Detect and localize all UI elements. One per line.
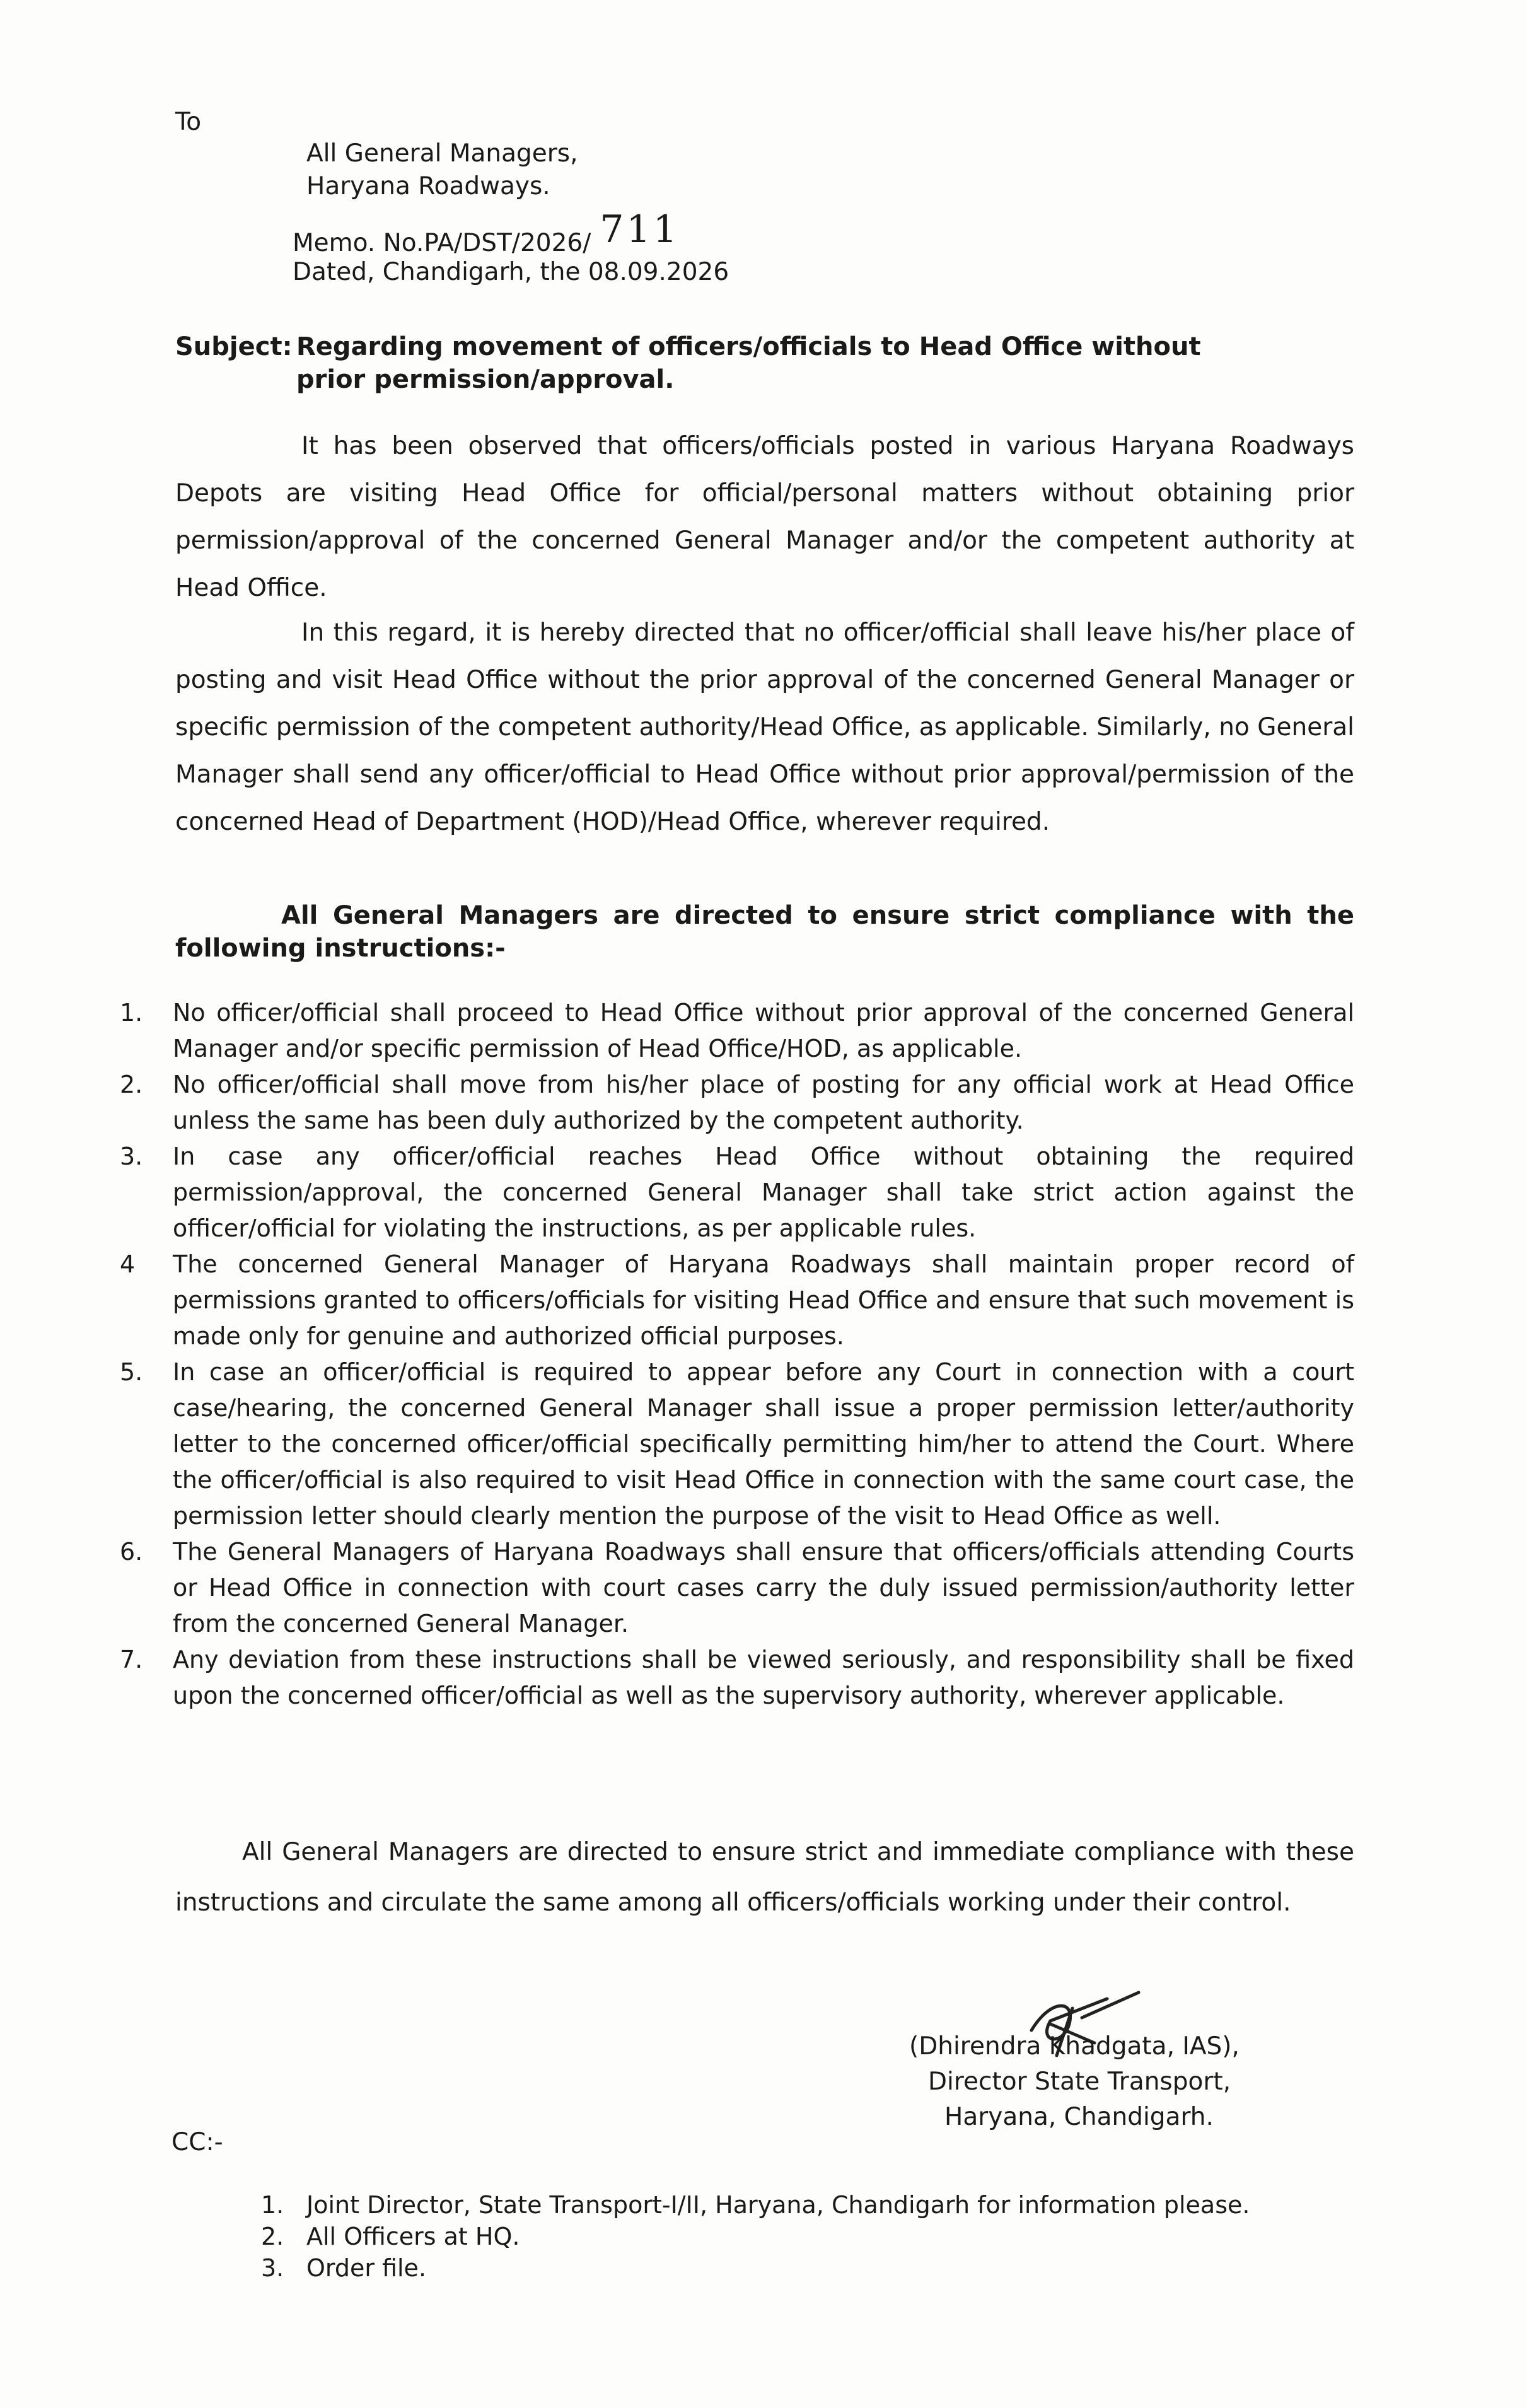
cc-list bbox=[261, 2189, 1354, 2284]
addressee-block bbox=[306, 137, 578, 203]
instruction-number: 1. bbox=[120, 999, 143, 1027]
signatory-place: Haryana, Chandigarh. bbox=[944, 2103, 1214, 2131]
subject-label: Subject: bbox=[175, 332, 293, 361]
instruction-item bbox=[120, 1354, 1354, 1534]
to-label: To bbox=[175, 108, 202, 136]
directive-heading: All General Managers are directed to ensure strict compliance with the following instructions:- bbox=[175, 901, 1354, 963]
memo-number-prefix: Memo. No.PA/DST/2026/ bbox=[293, 229, 591, 257]
instruction-text: In case an officer/official is required to appear before any Court in connection with a court case/hearing, the concerned General Manager shall issue a proper permission letter/authority letter to the concerned officer/official specifically permitting him/her to attend the Court. Where the officer/official is also required to visit Head Office in connection with the same court case, the permission letter should clearly mention the purpose of the visit to Head Office as well. bbox=[173, 1358, 1354, 1530]
memo-number-line bbox=[293, 207, 729, 257]
cc-item bbox=[261, 2189, 1354, 2221]
instruction-text: No officer/official shall proceed to Head Office without prior approval of the concerned General Manager and/or specific permission of Head Office/HOD, as applicable. bbox=[173, 999, 1354, 1062]
subject-block bbox=[175, 330, 1354, 396]
instruction-item bbox=[120, 995, 1354, 1067]
instruction-number: 5. bbox=[120, 1358, 143, 1386]
instruction-text: No officer/official shall move from his/her place of posting for any official work at Head Office unless the same has been duly authorized by the competent authority. bbox=[173, 1071, 1354, 1134]
addressee-line: Haryana Roadways. bbox=[306, 172, 550, 201]
cc-text: Order file. bbox=[306, 2254, 427, 2282]
instruction-text: The concerned General Manager of Haryana Roadways shall maintain proper record of permissions granted to officers/officials for visiting Head Office and ensure that such movement is made only for genuine and authorized official purposes. bbox=[173, 1250, 1354, 1350]
memo-number-handwritten: 711 bbox=[600, 207, 680, 252]
addressee-line: All General Managers, bbox=[306, 139, 578, 168]
instruction-item bbox=[120, 1067, 1354, 1139]
cc-text: All Officers at HQ. bbox=[306, 2223, 520, 2250]
memo-reference bbox=[293, 207, 729, 290]
subject-line-1: Regarding movement of officers/officials to Head Office without bbox=[296, 332, 1201, 361]
subject-line-2: prior permission/approval. bbox=[296, 365, 675, 394]
memo-date: Dated, Chandigarh, the 08.09.2026 bbox=[293, 258, 729, 286]
instruction-text: Any deviation from these instructions shall be viewed seriously, and responsibility shall be fixed upon the concerned officer/official as well as the supervisory authority, wherever applicable. bbox=[173, 1646, 1354, 1709]
instruction-item bbox=[120, 1534, 1354, 1642]
cc-item bbox=[261, 2221, 1354, 2252]
instruction-text: The General Managers of Haryana Roadways shall ensure that officers/officials attending Courts or Head Office in connection with court cases carry the duly issued permission/authority letter from the concerned General Manager. bbox=[173, 1538, 1354, 1637]
signatory-name: (Dhirendra Khadgata, IAS), bbox=[909, 2032, 1240, 2061]
instruction-text: In case any officer/official reaches Head Office without obtaining the required permission/approval, the concerned General Manager shall take strict action against the officer/official for violating the instructions, as per applicable rules. bbox=[173, 1143, 1354, 1242]
cc-text: Joint Director, State Transport-I/II, Haryana, Chandigarh for information please. bbox=[306, 2191, 1250, 2219]
instruction-list bbox=[120, 995, 1354, 1714]
instruction-item bbox=[120, 1139, 1354, 1247]
instruction-number: 7. bbox=[120, 1646, 143, 1673]
body-paragraph: In this regard, it is hereby directed that no officer/official shall leave his/her place of posting and visit Head Office without the prior approval of the concerned General Manager or specific permission of the competent authority/Head Office, as applicable. Similarly, no General Manager shall send any officer/official to Head Office without prior approval/permission of the concerned Head of Department (HOD)/Head Office, wherever required. bbox=[175, 619, 1354, 836]
closing-paragraph: All General Managers are directed to ensure strict and immediate compliance with these instructions and circulate the same among all officers/officials working under their control. bbox=[175, 1838, 1354, 1917]
signature-block bbox=[909, 2029, 1350, 2135]
cc-number: 3. bbox=[261, 2254, 284, 2282]
instruction-number: 4 bbox=[120, 1250, 136, 1278]
instruction-item bbox=[120, 1642, 1354, 1714]
instruction-number: 3. bbox=[120, 1143, 143, 1170]
signatory-designation: Director State Transport, bbox=[928, 2068, 1231, 2096]
body-paragraph: It has been observed that officers/officials posted in various Haryana Roadways Depots are visiting Head Office for official/personal matters without obtaining prior permission/approval of the concerned General Manager and/or the competent authority at Head Office. bbox=[175, 432, 1354, 602]
instruction-item bbox=[120, 1247, 1354, 1354]
instruction-number: 2. bbox=[120, 1071, 143, 1098]
cc-label: CC:- bbox=[171, 2128, 223, 2156]
instruction-number: 6. bbox=[120, 1538, 143, 1566]
cc-number: 2. bbox=[261, 2223, 284, 2250]
cc-number: 1. bbox=[261, 2191, 284, 2219]
cc-item bbox=[261, 2252, 1354, 2284]
